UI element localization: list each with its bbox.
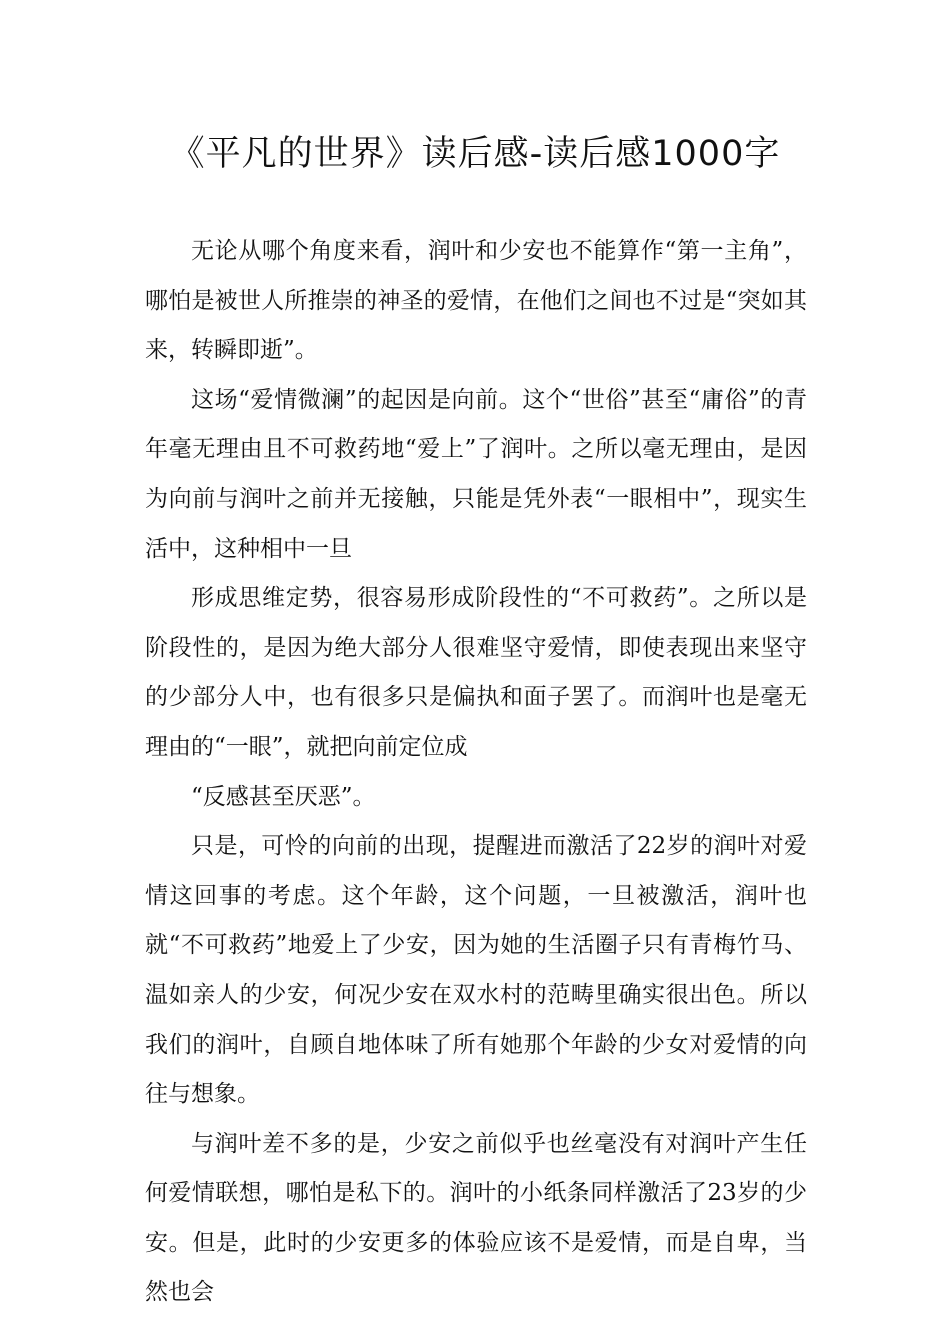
document-body bbox=[145, 227, 807, 1318]
paragraph-4: “反感甚至厌恶”。 bbox=[191, 783, 376, 810]
paragraph-2: 这场“爱情微澜”的起因是向前。这个“世俗”甚至“庸俗”的青年毫无理由且不可救药地“爱上”了润叶。之所以毫无理由，是因为向前与润叶之前并无接触，只能是凭外表“一眼相中”，现实生活中，这种相中一旦 bbox=[145, 386, 807, 562]
document-title: 《平凡的世界》读后感-读后感1000字 bbox=[169, 134, 781, 174]
paragraph-6: 与润叶差不多的是，少安之前似乎也丝毫没有对润叶产生任何爱情联想，哪怕是私下的。润叶的小纸条同样激活了23岁的少安。但是，此时的少安更多的体验应该不是爱情，而是自卑，当然也会 bbox=[145, 1130, 807, 1306]
paragraph-5: 只是，可怜的向前的出现，提醒进而激活了22岁的润叶对爱情这回事的考虑。这个年龄，这个问题，一旦被激活，润叶也就“不可救药”地爱上了少安，因为她的生活圈子只有青梅竹马、温如亲人的少安，何况少安在双水村的范畴里确实很出色。所以我们的润叶，自顾自地体味了所有她那个年龄的少女对爱情的向往与想象。 bbox=[145, 833, 807, 1108]
paragraph-3: 形成思维定势，很容易形成阶段性的“不可救药”。之所以是阶段性的，是因为绝大部分人很难坚守爱情，即使表现出来坚守的少部分人中，也有很多只是偏执和面子罢了。而润叶也是毫无理由的“一眼”，就把向前定位成 bbox=[145, 585, 807, 760]
paragraph-1: 无论从哪个角度来看，润叶和少安也不能算作“第一主角”，哪怕是被世人所推崇的神圣的爱情，在他们之间也不过是“突如其来，转瞬即逝”。 bbox=[145, 238, 807, 364]
